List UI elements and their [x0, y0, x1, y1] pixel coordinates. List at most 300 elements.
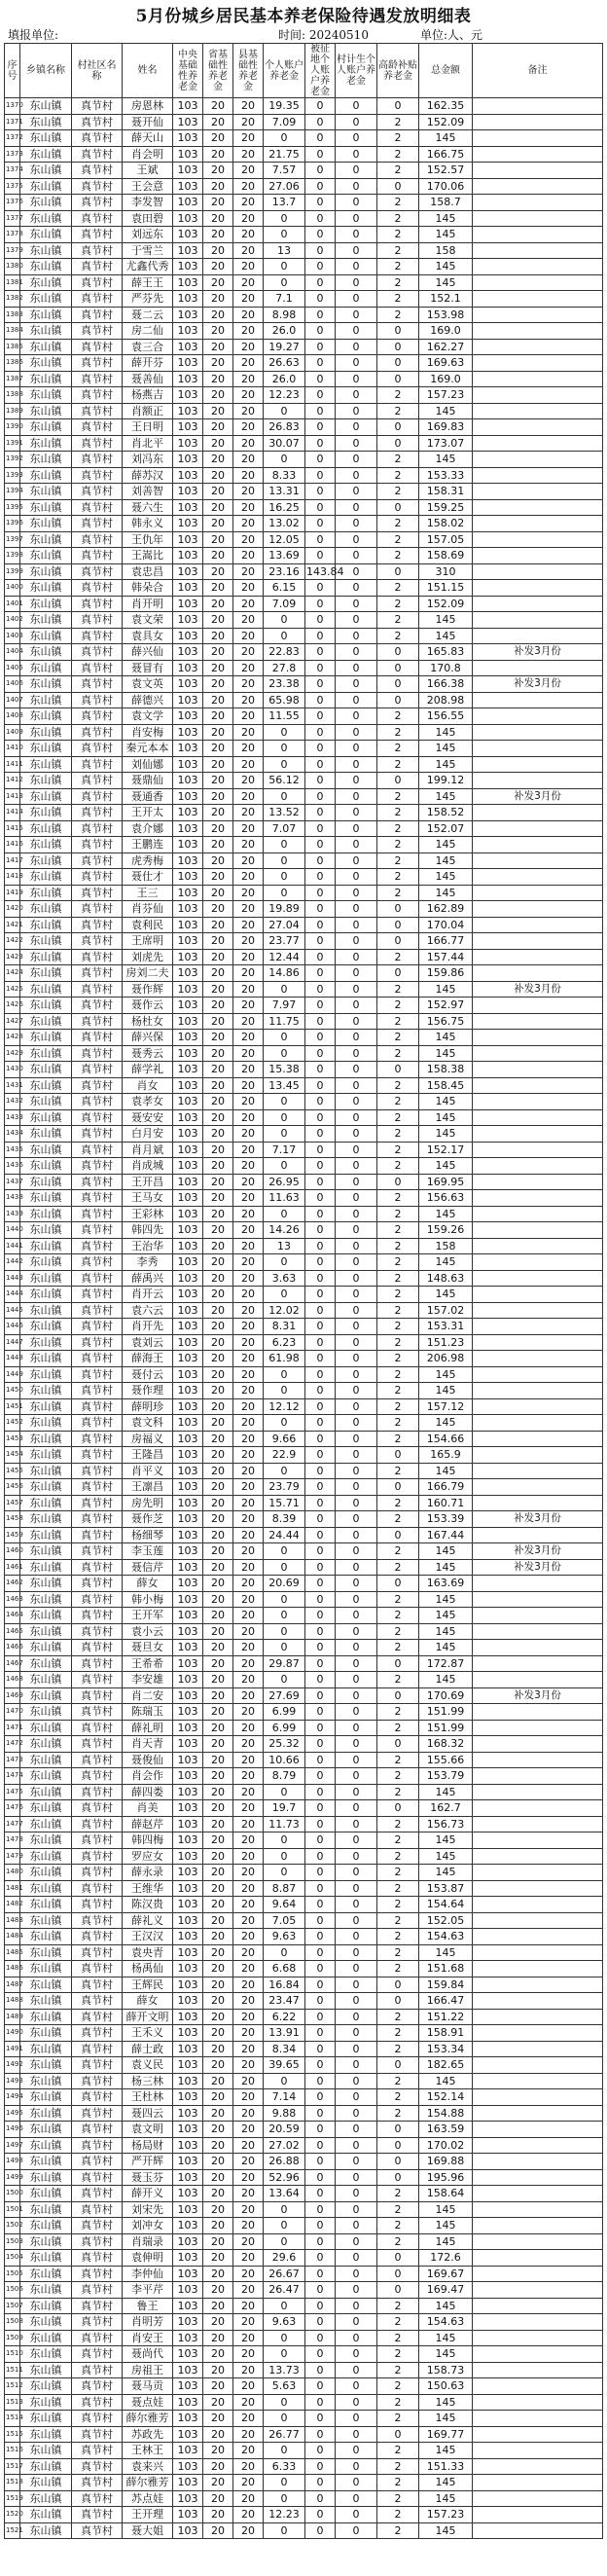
cell-seq: 1409 [5, 724, 20, 741]
cell-family-planning-account: 0 [336, 1174, 377, 1190]
cell-total-amount: 145 [419, 274, 473, 291]
cell-personal-account: 0 [264, 2298, 305, 2314]
cell-county-pension: 20 [233, 130, 264, 147]
table-row [5, 1094, 603, 1110]
cell-elderly-subsidy: 2 [377, 1158, 419, 1175]
cell-village: 真节村 [72, 1559, 123, 1576]
cell-seq: 1464 [5, 1608, 20, 1624]
table-row [5, 1222, 603, 1239]
cell-family-planning-account: 0 [336, 1045, 377, 1062]
cell-land-acquisition-account: 0 [305, 2057, 336, 2074]
cell-elderly-subsidy: 0 [377, 2122, 419, 2138]
cell-elderly-subsidy: 2 [377, 1126, 419, 1143]
cell-provincial-pension: 20 [203, 628, 233, 644]
cell-remark [473, 2122, 603, 2138]
cell-remark [473, 467, 603, 484]
table-row [5, 146, 603, 163]
cell-elderly-subsidy: 2 [377, 2089, 419, 2106]
cell-land-acquisition-account: 0 [305, 724, 336, 741]
table-header [5, 44, 603, 98]
cell-total-amount: 166.79 [419, 1479, 473, 1496]
cell-township: 东山镇 [20, 1013, 72, 1030]
cell-family-planning-account: 0 [336, 660, 377, 676]
cell-township: 东山镇 [20, 2298, 72, 2314]
table-row [5, 612, 603, 629]
cell-personal-account: 26.0 [264, 323, 305, 340]
table-row [5, 2169, 603, 2186]
cell-total-amount: 158.7 [419, 195, 473, 211]
cell-seq: 1479 [5, 1848, 20, 1865]
cell-family-planning-account: 0 [336, 1319, 377, 1335]
cell-elderly-subsidy: 0 [377, 2426, 419, 2443]
cell-family-planning-account: 0 [336, 917, 377, 933]
cell-central-pension: 103 [173, 2282, 203, 2299]
cell-elderly-subsidy: 2 [377, 1543, 419, 1560]
cell-seq: 1481 [5, 1880, 20, 1897]
cell-name: 肖安梅 [123, 724, 173, 741]
table-row [5, 563, 603, 580]
cell-village: 真节村 [72, 2426, 123, 2443]
cell-elderly-subsidy: 2 [377, 1222, 419, 1239]
cell-land-acquisition-account: 0 [305, 756, 336, 773]
table-row [5, 227, 603, 243]
cell-township: 东山镇 [20, 1640, 72, 1656]
cell-remark [473, 708, 603, 725]
cell-remark [473, 1832, 603, 1849]
cell-personal-account: 20.59 [264, 2122, 305, 2138]
cell-provincial-pension: 20 [203, 1752, 233, 1768]
cell-seq: 1455 [5, 1463, 20, 1479]
cell-remark [473, 1190, 603, 1207]
table-row [5, 724, 603, 741]
table-row [5, 1319, 603, 1335]
cell-family-planning-account: 0 [336, 1447, 377, 1464]
cell-central-pension: 103 [173, 2346, 203, 2363]
cell-remark [473, 580, 603, 597]
cell-land-acquisition-account: 0 [305, 1013, 336, 1030]
cell-county-pension: 20 [233, 2282, 264, 2299]
cell-central-pension: 103 [173, 1576, 203, 1592]
cell-family-planning-account: 0 [336, 1784, 377, 1800]
cell-central-pension: 103 [173, 901, 203, 918]
cell-personal-account: 19.7 [264, 1800, 305, 1817]
table-row [5, 516, 603, 532]
cell-remark [473, 2250, 603, 2267]
cell-name: 王开昌 [123, 1174, 173, 1190]
cell-township: 东山镇 [20, 2330, 72, 2346]
cell-name: 袁介娜 [123, 820, 173, 837]
cell-village: 真节村 [72, 1576, 123, 1592]
cell-central-pension: 103 [173, 885, 203, 901]
cell-personal-account: 0 [264, 2522, 305, 2539]
cell-provincial-pension: 20 [203, 1062, 233, 1078]
cell-land-acquisition-account: 0 [305, 1961, 336, 1977]
cell-land-acquisition-account: 0 [305, 2137, 336, 2154]
cell-central-pension: 103 [173, 1912, 203, 1929]
cell-county-pension: 20 [233, 355, 264, 372]
cell-personal-account: 25.32 [264, 1736, 305, 1753]
table-row [5, 2522, 603, 2539]
cell-personal-account: 0 [264, 628, 305, 644]
cell-township: 东山镇 [20, 596, 72, 612]
cell-village: 真节村 [72, 1736, 123, 1753]
cell-village: 真节村 [72, 596, 123, 612]
cell-seq: 1419 [5, 885, 20, 901]
table-row [5, 2378, 603, 2395]
cell-land-acquisition-account: 0 [305, 130, 336, 147]
cell-township: 东山镇 [20, 2122, 72, 2138]
cell-total-amount: 158.31 [419, 484, 473, 500]
cell-provincial-pension: 20 [203, 227, 233, 243]
cell-provincial-pension: 20 [203, 644, 233, 661]
cell-elderly-subsidy: 2 [377, 227, 419, 243]
cell-central-pension: 103 [173, 2122, 203, 2138]
cell-remark [473, 435, 603, 452]
table-row [5, 1929, 603, 1945]
cell-remark: 补发3月份 [473, 788, 603, 805]
cell-village: 真节村 [72, 195, 123, 211]
cell-land-acquisition-account: 0 [305, 1944, 336, 1961]
cell-central-pension: 103 [173, 1174, 203, 1190]
cell-name: 薛兴保 [123, 1030, 173, 1046]
cell-land-acquisition-account: 0 [305, 1993, 336, 2010]
cell-central-pension: 103 [173, 2507, 203, 2523]
cell-county-pension: 20 [233, 291, 264, 308]
cell-total-amount: 159.25 [419, 499, 473, 516]
cell-land-acquisition-account: 0 [305, 1479, 336, 1496]
table-row [5, 2282, 603, 2299]
cell-seq: 1397 [5, 531, 20, 548]
cell-central-pension: 103 [173, 1608, 203, 1624]
cell-remark [473, 1880, 603, 1897]
cell-central-pension: 103 [173, 1447, 203, 1464]
cell-central-pension: 103 [173, 596, 203, 612]
cell-provincial-pension: 20 [203, 563, 233, 580]
cell-county-pension: 20 [233, 1865, 264, 1881]
cell-remark [473, 949, 603, 965]
cell-provincial-pension: 20 [203, 98, 233, 115]
cell-village: 真节村 [72, 1511, 123, 1528]
cell-township: 东山镇 [20, 1206, 72, 1222]
cell-township: 东山镇 [20, 1287, 72, 1303]
cell-land-acquisition-account: 0 [305, 1687, 336, 1704]
cell-seq: 1444 [5, 1287, 20, 1303]
cell-provincial-pension: 20 [203, 820, 233, 837]
cell-village: 真节村 [72, 2025, 123, 2042]
cell-provincial-pension: 20 [203, 1287, 233, 1303]
cell-village: 真节村 [72, 403, 123, 419]
cell-name: 李平芹 [123, 2282, 173, 2299]
cell-name: 房福义 [123, 1431, 173, 1447]
cell-village: 真节村 [72, 869, 123, 886]
table-row [5, 901, 603, 918]
cell-remark [473, 516, 603, 532]
cell-village: 真节村 [72, 1640, 123, 1656]
cell-elderly-subsidy: 2 [377, 1463, 419, 1479]
cell-village: 真节村 [72, 933, 123, 950]
cell-central-pension: 103 [173, 210, 203, 227]
cell-village: 真节村 [72, 339, 123, 355]
cell-personal-account: 65.98 [264, 692, 305, 708]
cell-family-planning-account: 0 [336, 178, 377, 195]
cell-township: 东山镇 [20, 756, 72, 773]
cell-township: 东山镇 [20, 869, 72, 886]
cell-county-pension: 20 [233, 2105, 264, 2122]
cell-village: 真节村 [72, 1334, 123, 1351]
cell-provincial-pension: 20 [203, 1929, 233, 1945]
cell-family-planning-account: 0 [336, 2186, 377, 2202]
cell-township: 东山镇 [20, 1158, 72, 1175]
cell-total-amount: 195.96 [419, 2169, 473, 2186]
cell-elderly-subsidy: 0 [377, 2137, 419, 2154]
cell-seq: 1494 [5, 2089, 20, 2106]
cell-provincial-pension: 20 [203, 403, 233, 419]
cell-seq: 1429 [5, 1045, 20, 1062]
cell-county-pension: 20 [233, 741, 264, 757]
cell-township: 东山镇 [20, 1527, 72, 1543]
cell-family-planning-account: 0 [336, 1126, 377, 1143]
cell-seq: 1406 [5, 676, 20, 693]
cell-seq: 1500 [5, 2186, 20, 2202]
cell-provincial-pension: 20 [203, 1334, 233, 1351]
cell-central-pension: 103 [173, 2073, 203, 2089]
cell-village: 真节村 [72, 2282, 123, 2299]
cell-village: 真节村 [72, 805, 123, 821]
cell-village: 真节村 [72, 1977, 123, 1993]
cell-name: 王隆昌 [123, 1447, 173, 1464]
cell-total-amount: 158 [419, 1238, 473, 1254]
cell-land-acquisition-account: 0 [305, 2186, 336, 2202]
table-row [5, 1013, 603, 1030]
cell-elderly-subsidy: 2 [377, 2186, 419, 2202]
cell-total-amount: 169.0 [419, 323, 473, 340]
cell-total-amount: 157.44 [419, 949, 473, 965]
cell-county-pension: 20 [233, 2362, 264, 2378]
cell-family-planning-account: 0 [336, 2025, 377, 2042]
cell-remark [473, 1993, 603, 2010]
cell-county-pension: 20 [233, 837, 264, 853]
cell-total-amount: 169.83 [419, 419, 473, 436]
cell-land-acquisition-account: 0 [305, 596, 336, 612]
cell-family-planning-account: 0 [336, 516, 377, 532]
cell-total-amount: 170.69 [419, 1687, 473, 1704]
cell-name: 聂作云 [123, 998, 173, 1014]
column-header-provincial-pension: 省基础性养老金 [203, 44, 233, 98]
cell-provincial-pension: 20 [203, 1447, 233, 1464]
cell-central-pension: 103 [173, 2154, 203, 2170]
cell-name: 肖额正 [123, 403, 173, 419]
cell-elderly-subsidy: 2 [377, 1190, 419, 1207]
cell-provincial-pension: 20 [203, 2394, 233, 2411]
cell-family-planning-account: 0 [336, 933, 377, 950]
cell-total-amount: 151.99 [419, 1704, 473, 1721]
cell-total-amount: 160.71 [419, 1495, 473, 1511]
cell-personal-account: 5.63 [264, 2378, 305, 2395]
cell-land-acquisition-account: 0 [305, 1640, 336, 1656]
cell-personal-account: 0 [264, 2073, 305, 2089]
cell-remark [473, 1527, 603, 1543]
cell-central-pension: 103 [173, 580, 203, 597]
cell-central-pension: 103 [173, 2522, 203, 2539]
cell-seq: 1403 [5, 628, 20, 644]
cell-name: 李秀 [123, 1254, 173, 1271]
cell-township: 东山镇 [20, 1463, 72, 1479]
column-header-total-amount: 总金额 [419, 44, 473, 98]
column-header-seq: 序号 [5, 44, 20, 98]
table-row [5, 2025, 603, 2042]
cell-family-planning-account: 0 [336, 885, 377, 901]
cell-remark [473, 355, 603, 372]
cell-total-amount: 145 [419, 2475, 473, 2491]
cell-township: 东山镇 [20, 291, 72, 308]
cell-township: 东山镇 [20, 724, 72, 741]
cell-provincial-pension: 20 [203, 2282, 233, 2299]
table-row [5, 130, 603, 147]
cell-land-acquisition-account: 0 [305, 1576, 336, 1592]
cell-seq: 1374 [5, 163, 20, 179]
cell-name: 肖会明 [123, 146, 173, 163]
cell-name: 袁伸明 [123, 2250, 173, 2267]
cell-seq: 1499 [5, 2169, 20, 2186]
cell-village: 真节村 [72, 307, 123, 323]
table-row [5, 2490, 603, 2507]
cell-township: 东山镇 [20, 259, 72, 275]
cell-village: 真节村 [72, 1704, 123, 1721]
cell-personal-account: 8.31 [264, 1319, 305, 1335]
cell-total-amount: 152.57 [419, 163, 473, 179]
cell-total-amount: 145 [419, 2201, 473, 2218]
cell-remark [473, 1142, 603, 1158]
cell-remark [473, 2330, 603, 2346]
cell-village: 真节村 [72, 660, 123, 676]
cell-name: 薛开义 [123, 2186, 173, 2202]
cell-remark [473, 965, 603, 982]
cell-central-pension: 103 [173, 2025, 203, 2042]
cell-land-acquisition-account: 0 [305, 1511, 336, 1528]
cell-remark [473, 1238, 603, 1254]
cell-township: 东山镇 [20, 1126, 72, 1143]
cell-personal-account: 0 [264, 1832, 305, 1849]
cell-total-amount: 145 [419, 452, 473, 468]
cell-village: 真节村 [72, 1865, 123, 1881]
cell-elderly-subsidy: 2 [377, 949, 419, 965]
cell-county-pension: 20 [233, 2522, 264, 2539]
cell-county-pension: 20 [233, 467, 264, 484]
cell-village: 真节村 [72, 2522, 123, 2539]
cell-elderly-subsidy: 2 [377, 2025, 419, 2042]
cell-provincial-pension: 20 [203, 1174, 233, 1190]
cell-land-acquisition-account: 0 [305, 2490, 336, 2507]
cell-central-pension: 103 [173, 452, 203, 468]
cell-seq: 1371 [5, 114, 20, 130]
cell-central-pension: 103 [173, 2105, 203, 2122]
cell-land-acquisition-account: 0 [305, 371, 336, 387]
cell-name: 肖开云 [123, 1287, 173, 1303]
cell-central-pension: 103 [173, 1559, 203, 1576]
cell-elderly-subsidy: 2 [377, 756, 419, 773]
cell-seq: 1405 [5, 660, 20, 676]
cell-seq: 1445 [5, 1302, 20, 1319]
cell-county-pension: 20 [233, 1511, 264, 1528]
cell-land-acquisition-account: 0 [305, 1270, 336, 1287]
cell-remark [473, 1126, 603, 1143]
cell-seq: 1453 [5, 1431, 20, 1447]
cell-personal-account: 0 [264, 274, 305, 291]
cell-township: 东山镇 [20, 1912, 72, 1929]
cell-county-pension: 20 [233, 1174, 264, 1190]
cell-land-acquisition-account: 0 [305, 2362, 336, 2378]
cell-personal-account: 3.63 [264, 1270, 305, 1287]
table-row [5, 1591, 603, 1608]
cell-land-acquisition-account: 0 [305, 210, 336, 227]
cell-village: 真节村 [72, 1190, 123, 1207]
cell-seq: 1417 [5, 853, 20, 869]
cell-total-amount: 153.34 [419, 2041, 473, 2057]
cell-township: 东山镇 [20, 1672, 72, 1688]
cell-name: 刘宋先 [123, 2201, 173, 2218]
cell-family-planning-account: 0 [336, 1190, 377, 1207]
table-row [5, 1897, 603, 1913]
cell-provincial-pension: 20 [203, 531, 233, 548]
cell-remark [473, 419, 603, 436]
cell-land-acquisition-account: 0 [305, 2475, 336, 2491]
cell-total-amount: 158.52 [419, 805, 473, 821]
cell-remark [473, 563, 603, 580]
table-row [5, 1736, 603, 1753]
cell-remark [473, 1302, 603, 1319]
cell-county-pension: 20 [233, 1062, 264, 1078]
cell-seq: 1474 [5, 1768, 20, 1785]
cell-county-pension: 20 [233, 403, 264, 419]
cell-county-pension: 20 [233, 2411, 264, 2427]
cell-family-planning-account: 0 [336, 1094, 377, 1110]
cell-county-pension: 20 [233, 933, 264, 950]
cell-seq: 1521 [5, 2522, 20, 2539]
cell-county-pension: 20 [233, 339, 264, 355]
table-row [5, 114, 603, 130]
cell-seq: 1415 [5, 820, 20, 837]
cell-name: 薛王王 [123, 274, 173, 291]
cell-total-amount: 159.84 [419, 1977, 473, 1993]
cell-elderly-subsidy: 2 [377, 2362, 419, 2378]
cell-remark [473, 2507, 603, 2523]
cell-name: 杨燕吉 [123, 387, 173, 404]
cell-provincial-pension: 20 [203, 773, 233, 789]
cell-provincial-pension: 20 [203, 274, 233, 291]
cell-personal-account: 7.14 [264, 2089, 305, 2106]
cell-village: 真节村 [72, 371, 123, 387]
cell-village: 真节村 [72, 1608, 123, 1624]
cell-village: 真节村 [72, 2362, 123, 2378]
cell-village: 真节村 [72, 1351, 123, 1367]
cell-township: 东山镇 [20, 1897, 72, 1913]
cell-provincial-pension: 20 [203, 612, 233, 629]
cell-total-amount: 145 [419, 259, 473, 275]
cell-provincial-pension: 20 [203, 1832, 233, 1849]
cell-seq: 1471 [5, 1720, 20, 1736]
cell-seq: 1395 [5, 499, 20, 516]
cell-remark [473, 2073, 603, 2089]
cell-elderly-subsidy: 2 [377, 869, 419, 886]
table-row [5, 1784, 603, 1800]
cell-central-pension: 103 [173, 195, 203, 211]
cell-personal-account: 0 [264, 2394, 305, 2411]
cell-township: 东山镇 [20, 2507, 72, 2523]
cell-name: 聂付云 [123, 1366, 173, 1383]
cell-county-pension: 20 [233, 692, 264, 708]
cell-township: 东山镇 [20, 1865, 72, 1881]
table-row [5, 820, 603, 837]
